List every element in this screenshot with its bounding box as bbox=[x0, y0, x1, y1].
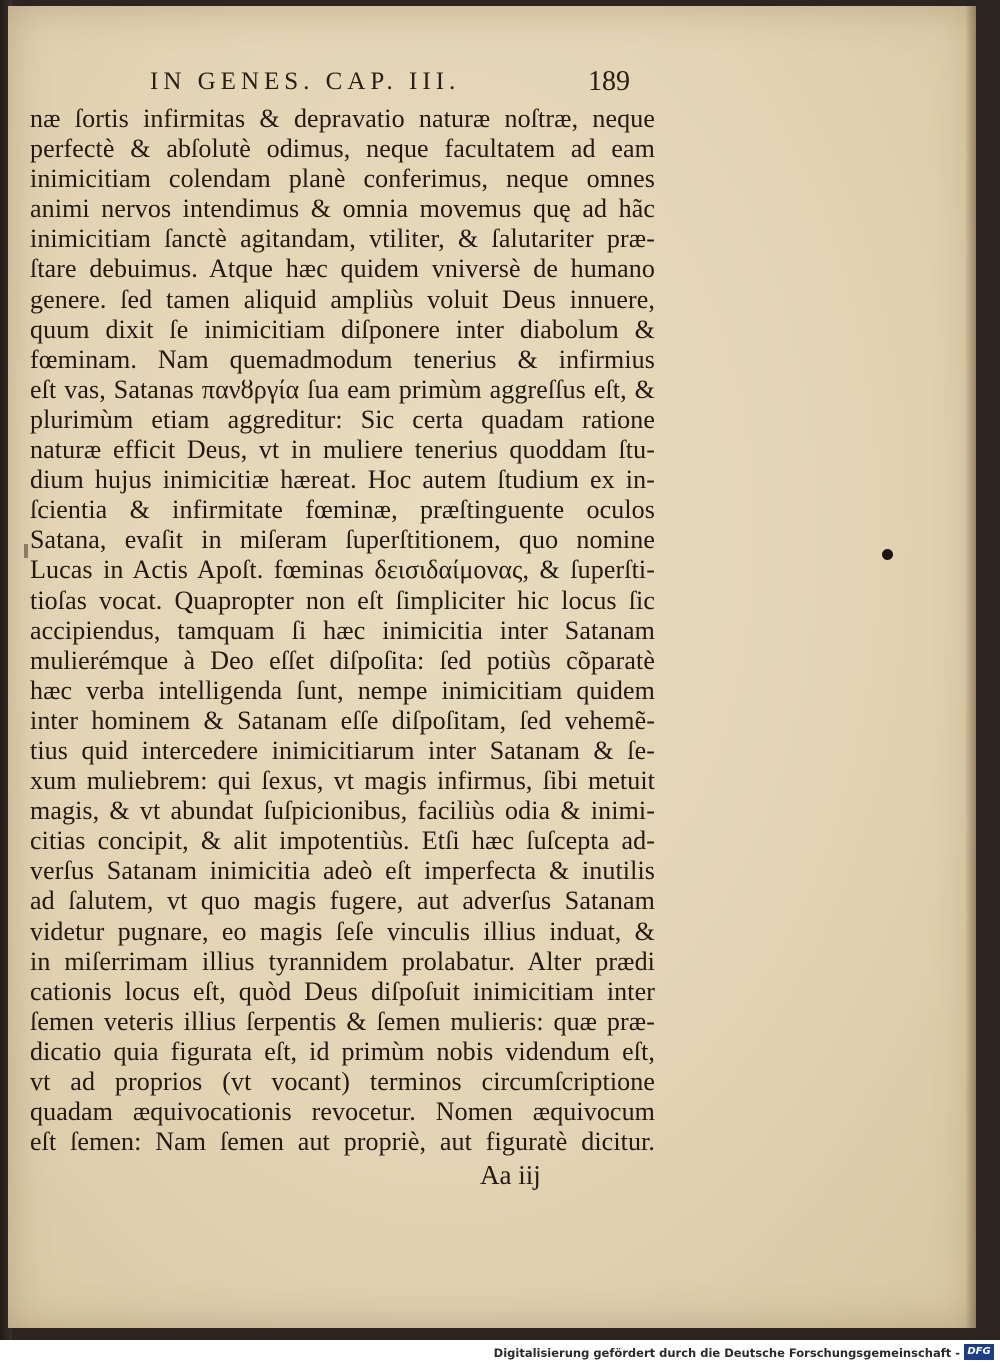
margin-mark bbox=[24, 544, 28, 558]
signature-mark: Aa iij bbox=[480, 1160, 541, 1190]
text-line: tius quid intercedere inimicitiarum inter Satanam & ſe- bbox=[30, 735, 655, 765]
text-line: cationis locus eſt, quòd Deus diſpoſuit inimicitiam inter bbox=[30, 976, 655, 1006]
text-line: næ ſortis infirmitas & depravatio naturæ noſtræ, neque bbox=[30, 104, 655, 133]
text-line: dicatio quia figurata eſt, id primùm nobis videndum eſt, bbox=[30, 1036, 655, 1066]
page-number: 189 bbox=[588, 66, 630, 97]
footer-credit: Digitalisierung gefördert durch die Deutsche Forschungsgemeinschaft - bbox=[493, 1346, 960, 1360]
text-line: verſus Satanam inimicitia adeò eſt imperfecta & inutilis bbox=[30, 856, 655, 886]
running-title: IN GENES. CAP. III. bbox=[150, 68, 461, 95]
book-page bbox=[8, 6, 976, 1328]
text-line: ſemen veteris illius ſerpentis & ſemen mulieris: quæ præ- bbox=[30, 1006, 655, 1036]
text-line: eſt vas, Satanas πανȣργία ſua eam primùm aggreſſus eſt, & bbox=[30, 374, 655, 404]
text-line: quadam æquivocationis revocetur. Nomen æquivocum bbox=[30, 1097, 655, 1127]
text-line: mulierémque à Deo eſſet diſpoſita: ſed potiùs cõparatè bbox=[30, 645, 655, 675]
text-line: videtur pugnare, eo magis ſeſe vinculis illius induat, & bbox=[30, 916, 655, 946]
dfg-logo-icon: DFG bbox=[964, 1344, 994, 1360]
text-line: xum muliebrem: qui ſexus, vt magis infirmus, ſibi metuit bbox=[30, 766, 655, 796]
text-line: tioſas vocat. Quapropter non eſt ſimpliciter hic locus ſic bbox=[30, 585, 655, 615]
text-line: dium hujus inimicitiæ hæreat. Hoc autem ſtudium ex in- bbox=[30, 465, 655, 495]
text-line: ſcientia & infirmitate fœminæ, præſtinguente oculos bbox=[30, 495, 655, 525]
text-line: inimicitiam colendam planè conferimus, neque omnes bbox=[30, 164, 655, 194]
text-line: in miſerrimam illius tyrannidem prolabatur. Alter prædi bbox=[30, 946, 655, 976]
page-edge bbox=[966, 6, 976, 1328]
text-line: plurimùm etiam aggreditur: Sic certa quadam ratione bbox=[30, 404, 655, 434]
text-line: inter hominem & Satanam eſſe diſpoſitam, ſed vehemẽ- bbox=[30, 705, 655, 735]
ink-spot bbox=[882, 549, 893, 560]
text-line: accipiendus, tamquam ſi hæc inimicitia inter Satanam bbox=[30, 615, 655, 645]
text-line: Lucas in Actis Apoſt. fœminas δεισιδαίμονας, & ſuperſti- bbox=[30, 555, 655, 585]
text-line: hæc verba intelligenda ſunt, nempe inimicitiam quidem bbox=[30, 675, 655, 705]
text-line: perfectè & abſolutè odimus, neque facultatem ad eam bbox=[30, 134, 655, 164]
text-line: citias concipit, & alit impotentiùs. Etſi hæc ſuſcepta ad- bbox=[30, 826, 655, 856]
text-line: quum dixit ſe inimicitiam diſponere inter diabolum & bbox=[30, 314, 655, 344]
text-line: naturæ efficit Deus, vt in muliere tenerius quoddam ſtu- bbox=[30, 435, 655, 465]
text-line: ad ſalutem, vt quo magis fugere, aut adverſus Satanam bbox=[30, 886, 655, 916]
running-head bbox=[150, 66, 630, 102]
text-line: eſt ſemen: Nam ſemen aut propriè, aut figuratè dicitur. bbox=[30, 1127, 655, 1157]
digitization-footer bbox=[0, 1340, 1000, 1366]
text-line: ſtare debuimus. Atque hæc quidem vniversè de humano bbox=[30, 254, 655, 284]
text-line: animi nervos intendimus & omnia movemus quę ad hãc bbox=[30, 194, 655, 224]
text-line: genere. ſed tamen aliquid ampliùs voluit Deus innuere, bbox=[30, 284, 655, 314]
body-text bbox=[30, 104, 655, 1157]
text-line: vt ad proprios (vt vocant) terminos circumſcriptione bbox=[30, 1067, 655, 1096]
text-line: magis, & vt abundat ſuſpicionibus, faciliùs odia & inimi- bbox=[30, 796, 655, 826]
text-line: fœminam. Nam quemadmodum tenerius & infirmius bbox=[30, 344, 655, 374]
text-line: Satana, evaſit in miſeram ſuperſtitionem, quo nomine bbox=[30, 525, 655, 555]
text-line: inimicitiam ſanctè agitandam, vtiliter, & ſalutariter præ- bbox=[30, 224, 655, 254]
